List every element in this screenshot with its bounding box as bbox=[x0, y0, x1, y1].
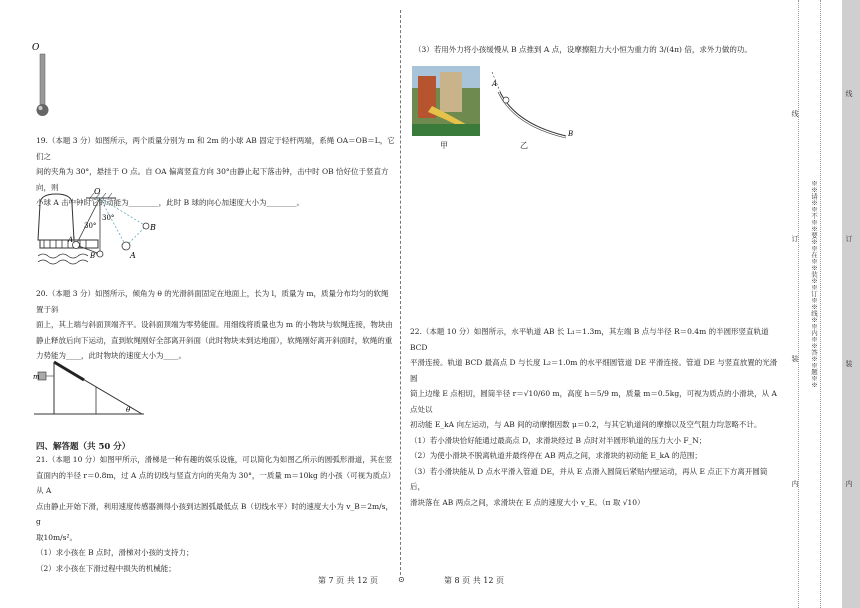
slide-arc-diagram bbox=[486, 66, 576, 141]
binding-nei-2: 内 bbox=[845, 480, 853, 487]
fig-label-30b: 30° bbox=[84, 222, 97, 230]
pendulum-figure bbox=[30, 40, 60, 120]
q20-incline-figure bbox=[34, 352, 146, 418]
left-page bbox=[0, 0, 400, 608]
binding-dotted-line-outer bbox=[798, 0, 807, 608]
label-O: O bbox=[32, 43, 40, 53]
fig-label-30a: 30° bbox=[102, 214, 115, 222]
binding-ding-2: 订 bbox=[845, 235, 853, 242]
fig-jia-label: 甲 bbox=[440, 141, 448, 150]
fig-label-B: B bbox=[150, 223, 156, 232]
center-mark: ⊙ bbox=[398, 575, 405, 584]
binding-zhuang: 装 bbox=[791, 355, 799, 362]
binding-notice: ※※请※※不※※要※※在※※装※※订※※线※※内※※答※※题※※ bbox=[810, 180, 818, 388]
fig-label-A: A bbox=[130, 251, 136, 260]
right-page bbox=[400, 0, 790, 608]
binding-dotted-line-inner bbox=[820, 0, 829, 608]
slide-photo bbox=[412, 66, 480, 136]
q20-text: 20.（本题 3 分）如图所示，倾角为 θ 的光滑斜面固定在地面上，长为 l，质量为 m，质量分布均匀的软绳置于斜 面上，其上端与斜面顶端齐平。设斜面顶端为零势能面。用细线将质量也为 m 的小物块与软绳连接，物块由 静止释放后向下运动，直到软绳刚好全部离开斜面（此时物块未到达地面），软绳刚好离开斜面时，软绳的重 力势能为____，此时物块的速度大小为____。 bbox=[36, 289, 393, 360]
section-4-title: 四、解答题（共 50 分） bbox=[36, 442, 131, 452]
binding-nei: 内 bbox=[791, 480, 799, 487]
q22-text: 22.（本题 10 分）如图所示，水平轨道 AB 长 L₁＝1.3m，其左端 B 点与半径 R＝0.4m 的半圆形竖直轨道 BCD 平滑连接。轨道 BCD 最高点 D 与长度 L₂＝1.0m 的水平细圆管道 DE 平滑连接。管道 DE 与竖直放置的光滑圆 筒上边缘 E 点相切，圆筒半径 r＝√10/60 m，高度 h＝5/9 m，质量 m＝0.5kg，可视为质点的小滑块，从 A 点处以 初动能 E_kA 向左运动，与 AB 间的动摩擦因数 μ＝0.2，与其它轨道间的摩擦以及空气阻力均忽略不计。 （1）若小滑块恰好能通过最高点 D，求滑块经过 B 点时对半圆形轨道的压力大小 F_N； （2）为使小滑块不脱离轨道并最终停在 AB 两点之间，求滑块的初动能 E_kA 的范围； （3）若小滑块能从 D 点水平滑入管道 DE，并从 E 点滑入圆筒后紧贴内壁运动，再从 E 点正下方离开圆筒后， 滑块落在 AB 两点之间，求滑块在 E 点的速度大小 v_E。（π 取 √10） bbox=[410, 327, 778, 507]
q19-text: 19.（本题 3 分）如图所示，两个质量分别为 m 和 2m 的小球 AB 固定于轻杆两端，系绳 OA＝OB＝L，它们之 间的夹角为 30°，悬挂于 O 点。自 OA 偏离竖直方向 30°由静止起下落击钟，击中时 OB 恰好位于竖直方向，则 小球 A 击中钟时它的动能为________，此时 B 球的向心加速度大小为________。 bbox=[36, 136, 395, 207]
fig-label-theta: θ bbox=[126, 406, 131, 414]
fig-label-B-prime: B' bbox=[90, 252, 98, 260]
q19-bell-figure bbox=[36, 187, 166, 280]
q21-part3: （3）若用外力将小孩缓慢从 B 点推到 A 点，设摩擦阻力大小恒为重力的 3/(4π) 倍，求外力做的功。 bbox=[414, 45, 752, 54]
q21-text: 21.（本题 10 分）如图甲所示，滑梯是一种有趣的娱乐设施，可以简化为如图乙所示的圆弧形滑道，其在竖 直面内的半径 r＝0.8m，过 A 点的切线与竖直方向的夹角为 30°，一质量 m＝10kg 的小孩（可视为质点）从 A 点由静止开始下滑，利用速度传感器测得小孩到达圆弧最低点 B（切线水平）时的速度大小为 v_B＝2m/s，g 取10m/s²。 （1）求小孩在 B 点时，滑梯对小孩的支持力； （2）求小孩在下滑过程中损失的机械能； bbox=[36, 455, 396, 573]
fig-label-O: O bbox=[94, 187, 101, 196]
page-number-left: 第 7 页 共 12 页 bbox=[318, 576, 378, 585]
fig-label-A-prime: A' bbox=[68, 236, 75, 244]
fig-label-B-yi: B bbox=[568, 130, 574, 138]
page-number-right: 第 8 页 共 12 页 bbox=[444, 576, 504, 585]
fig-label-m: m bbox=[33, 373, 40, 381]
binding-xian-2: 线 bbox=[845, 90, 853, 97]
binding-margin bbox=[790, 0, 860, 608]
binding-zhuang-2: 装 bbox=[845, 360, 853, 367]
fig-yi-label: 乙 bbox=[520, 141, 528, 150]
binding-ding: 订 bbox=[791, 235, 799, 242]
fig-label-A-yi: A bbox=[492, 80, 498, 88]
binding-xian: 线 bbox=[791, 110, 799, 117]
